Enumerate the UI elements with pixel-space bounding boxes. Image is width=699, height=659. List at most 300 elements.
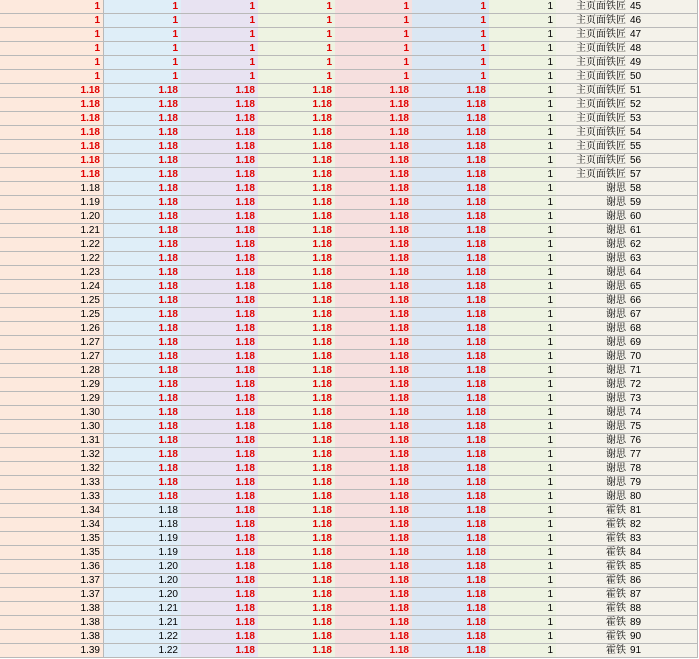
value-cell-col3[interactable]: 1.18 [181,630,259,644]
value-cell-col1[interactable]: 1.18 [0,126,104,140]
name-cell[interactable]: 谢思 [556,280,630,294]
name-cell[interactable]: 霍铁 [556,616,630,630]
value-cell-col5[interactable]: 1.18 [335,616,413,630]
value-cell-col4[interactable]: 1.18 [258,518,336,532]
number-cell[interactable]: 83 [629,532,698,546]
number-cell[interactable]: 46 [629,14,698,28]
value-cell-col3[interactable]: 1.18 [181,140,259,154]
value-cell-col3[interactable]: 1.18 [181,196,259,210]
value-cell-col5[interactable]: 1.18 [335,420,413,434]
value-cell-col3[interactable]: 1.18 [181,350,259,364]
value-cell-col2[interactable]: 1.18 [104,350,182,364]
value-cell-col5[interactable]: 1.18 [335,434,413,448]
value-cell-col4[interactable]: 1.18 [258,616,336,630]
name-cell[interactable]: 主页面铁匠 [556,112,630,126]
value-cell-col6[interactable]: 1.18 [412,266,490,280]
value-cell-col4[interactable]: 1.18 [258,98,336,112]
value-cell-col4[interactable]: 1 [258,70,336,84]
value-cell-col5[interactable]: 1.18 [335,378,413,392]
value-cell-col4[interactable]: 1 [258,42,336,56]
value-cell-col5[interactable]: 1.18 [335,504,413,518]
value-cell-col7[interactable]: 1 [489,266,557,280]
value-cell-col5[interactable]: 1.18 [335,336,413,350]
value-cell-col7[interactable]: 1 [489,560,557,574]
number-cell[interactable]: 76 [629,434,698,448]
value-cell-col6[interactable]: 1 [412,42,490,56]
number-cell[interactable]: 73 [629,392,698,406]
number-cell[interactable]: 49 [629,56,698,70]
name-cell[interactable]: 霍铁 [556,630,630,644]
value-cell-col6[interactable]: 1 [412,28,490,42]
value-cell-col3[interactable]: 1.18 [181,588,259,602]
number-cell[interactable]: 81 [629,504,698,518]
value-cell-col7[interactable]: 1 [489,224,557,238]
value-cell-col5[interactable]: 1.18 [335,574,413,588]
name-cell[interactable]: 霍铁 [556,504,630,518]
value-cell-col6[interactable]: 1.18 [412,294,490,308]
number-cell[interactable]: 70 [629,350,698,364]
value-cell-col7[interactable]: 1 [489,532,557,546]
value-cell-col7[interactable]: 1 [489,588,557,602]
value-cell-col5[interactable]: 1.18 [335,266,413,280]
value-cell-col7[interactable]: 1 [489,350,557,364]
value-cell-col5[interactable]: 1.18 [335,252,413,266]
value-cell-col4[interactable]: 1.18 [258,140,336,154]
value-cell-col3[interactable]: 1 [181,56,259,70]
value-cell-col1[interactable]: 1.18 [0,182,104,196]
value-cell-col1[interactable]: 1.22 [0,238,104,252]
value-cell-col3[interactable]: 1.18 [181,280,259,294]
value-cell-col6[interactable]: 1.18 [412,476,490,490]
value-cell-col3[interactable]: 1.18 [181,266,259,280]
name-cell[interactable]: 主页面铁匠 [556,56,630,70]
value-cell-col7[interactable]: 1 [489,364,557,378]
value-cell-col4[interactable]: 1.18 [258,490,336,504]
value-cell-col2[interactable]: 1.18 [104,182,182,196]
value-cell-col2[interactable]: 1.22 [104,630,182,644]
value-cell-col7[interactable]: 1 [489,378,557,392]
number-cell[interactable]: 52 [629,98,698,112]
value-cell-col1[interactable]: 1.27 [0,336,104,350]
number-cell[interactable]: 57 [629,168,698,182]
value-cell-col5[interactable]: 1.18 [335,588,413,602]
name-cell[interactable]: 霍铁 [556,574,630,588]
value-cell-col3[interactable]: 1.18 [181,308,259,322]
value-cell-col4[interactable]: 1.18 [258,462,336,476]
value-cell-col2[interactable]: 1.18 [104,112,182,126]
value-cell-col1[interactable]: 1.35 [0,546,104,560]
number-cell[interactable]: 53 [629,112,698,126]
value-cell-col7[interactable]: 1 [489,336,557,350]
value-cell-col3[interactable]: 1 [181,70,259,84]
value-cell-col6[interactable]: 1.18 [412,588,490,602]
value-cell-col1[interactable]: 1.30 [0,420,104,434]
value-cell-col3[interactable]: 1.18 [181,224,259,238]
value-cell-col1[interactable]: 1.34 [0,518,104,532]
value-cell-col4[interactable]: 1.18 [258,644,336,658]
value-cell-col5[interactable]: 1.18 [335,168,413,182]
number-cell[interactable]: 85 [629,560,698,574]
value-cell-col5[interactable]: 1.18 [335,294,413,308]
value-cell-col3[interactable]: 1 [181,0,259,14]
number-cell[interactable]: 71 [629,364,698,378]
value-cell-col2[interactable]: 1.18 [104,392,182,406]
value-cell-col4[interactable]: 1 [258,28,336,42]
value-cell-col5[interactable]: 1.18 [335,210,413,224]
value-cell-col4[interactable]: 1.18 [258,322,336,336]
name-cell[interactable]: 主页面铁匠 [556,28,630,42]
number-cell[interactable]: 79 [629,476,698,490]
value-cell-col3[interactable]: 1.18 [181,294,259,308]
name-cell[interactable]: 主页面铁匠 [556,98,630,112]
value-cell-col5[interactable]: 1.18 [335,630,413,644]
value-cell-col6[interactable]: 1.18 [412,224,490,238]
value-cell-col1[interactable]: 1.38 [0,602,104,616]
value-cell-col7[interactable]: 1 [489,630,557,644]
value-cell-col4[interactable]: 1.18 [258,392,336,406]
value-cell-col1[interactable]: 1.24 [0,280,104,294]
number-cell[interactable]: 54 [629,126,698,140]
value-cell-col5[interactable]: 1 [335,0,413,14]
value-cell-col5[interactable]: 1.18 [335,350,413,364]
value-cell-col4[interactable]: 1.18 [258,630,336,644]
value-cell-col2[interactable]: 1.19 [104,532,182,546]
value-cell-col5[interactable]: 1.18 [335,126,413,140]
name-cell[interactable]: 谢思 [556,392,630,406]
value-cell-col7[interactable]: 1 [489,196,557,210]
value-cell-col7[interactable]: 1 [489,574,557,588]
value-cell-col7[interactable]: 1 [489,476,557,490]
value-cell-col3[interactable]: 1.18 [181,448,259,462]
value-cell-col7[interactable]: 1 [489,546,557,560]
value-cell-col5[interactable]: 1 [335,28,413,42]
name-cell[interactable]: 霍铁 [556,546,630,560]
value-cell-col2[interactable]: 1 [104,42,182,56]
value-cell-col5[interactable]: 1.18 [335,406,413,420]
value-cell-col1[interactable]: 1.28 [0,364,104,378]
number-cell[interactable]: 66 [629,294,698,308]
value-cell-col4[interactable]: 1.18 [258,154,336,168]
value-cell-col1[interactable]: 1.18 [0,140,104,154]
value-cell-col3[interactable]: 1.18 [181,602,259,616]
value-cell-col1[interactable]: 1.18 [0,98,104,112]
value-cell-col5[interactable]: 1.18 [335,518,413,532]
value-cell-col3[interactable]: 1.18 [181,560,259,574]
number-cell[interactable]: 47 [629,28,698,42]
value-cell-col5[interactable]: 1.18 [335,392,413,406]
value-cell-col6[interactable]: 1.18 [412,616,490,630]
value-cell-col5[interactable]: 1 [335,42,413,56]
name-cell[interactable]: 谢思 [556,434,630,448]
number-cell[interactable]: 72 [629,378,698,392]
value-cell-col7[interactable]: 1 [489,448,557,462]
name-cell[interactable]: 谢思 [556,364,630,378]
value-cell-col2[interactable]: 1.18 [104,434,182,448]
value-cell-col4[interactable]: 1.18 [258,84,336,98]
value-cell-col4[interactable]: 1 [258,14,336,28]
value-cell-col6[interactable]: 1.18 [412,364,490,378]
value-cell-col1[interactable]: 1.18 [0,154,104,168]
value-cell-col2[interactable]: 1.18 [104,84,182,98]
value-cell-col3[interactable]: 1.18 [181,322,259,336]
number-cell[interactable]: 60 [629,210,698,224]
value-cell-col1[interactable]: 1.29 [0,392,104,406]
value-cell-col5[interactable]: 1.18 [335,308,413,322]
value-cell-col7[interactable]: 1 [489,56,557,70]
value-cell-col4[interactable]: 1.18 [258,504,336,518]
value-cell-col6[interactable]: 1.18 [412,336,490,350]
value-cell-col1[interactable]: 1.33 [0,476,104,490]
value-cell-col4[interactable]: 1.18 [258,406,336,420]
value-cell-col3[interactable]: 1.18 [181,616,259,630]
value-cell-col1[interactable]: 1.35 [0,532,104,546]
value-cell-col6[interactable]: 1.18 [412,392,490,406]
value-cell-col2[interactable]: 1 [104,70,182,84]
value-cell-col7[interactable]: 1 [489,406,557,420]
number-cell[interactable]: 51 [629,84,698,98]
name-cell[interactable]: 谢思 [556,238,630,252]
value-cell-col7[interactable]: 1 [489,14,557,28]
value-cell-col3[interactable]: 1.18 [181,434,259,448]
name-cell[interactable]: 主页面铁匠 [556,154,630,168]
number-cell[interactable]: 74 [629,406,698,420]
value-cell-col5[interactable]: 1 [335,14,413,28]
value-cell-col2[interactable]: 1.18 [104,168,182,182]
number-cell[interactable]: 55 [629,140,698,154]
name-cell[interactable]: 主页面铁匠 [556,126,630,140]
value-cell-col1[interactable]: 1.30 [0,406,104,420]
value-cell-col2[interactable]: 1.18 [104,490,182,504]
value-cell-col2[interactable]: 1.18 [104,476,182,490]
value-cell-col7[interactable]: 1 [489,126,557,140]
name-cell[interactable]: 谢思 [556,266,630,280]
value-cell-col5[interactable]: 1.18 [335,112,413,126]
value-cell-col4[interactable]: 1.18 [258,182,336,196]
value-cell-col3[interactable]: 1.18 [181,546,259,560]
value-cell-col5[interactable]: 1.18 [335,98,413,112]
number-cell[interactable]: 89 [629,616,698,630]
value-cell-col7[interactable]: 1 [489,252,557,266]
value-cell-col4[interactable]: 1.18 [258,266,336,280]
name-cell[interactable]: 谢思 [556,336,630,350]
value-cell-col6[interactable]: 1.18 [412,602,490,616]
value-cell-col4[interactable]: 1.18 [258,420,336,434]
value-cell-col6[interactable]: 1.18 [412,182,490,196]
value-cell-col4[interactable]: 1 [258,0,336,14]
value-cell-col6[interactable]: 1.18 [412,98,490,112]
value-cell-col1[interactable]: 1.38 [0,630,104,644]
value-cell-col6[interactable]: 1.18 [412,210,490,224]
value-cell-col4[interactable]: 1.18 [258,434,336,448]
value-cell-col5[interactable]: 1.18 [335,476,413,490]
name-cell[interactable]: 主页面铁匠 [556,70,630,84]
value-cell-col5[interactable]: 1 [335,70,413,84]
number-cell[interactable]: 87 [629,588,698,602]
value-cell-col4[interactable]: 1.18 [258,196,336,210]
value-cell-col3[interactable]: 1 [181,14,259,28]
name-cell[interactable]: 谢思 [556,406,630,420]
value-cell-col6[interactable]: 1.18 [412,490,490,504]
name-cell[interactable]: 谢思 [556,294,630,308]
number-cell[interactable]: 61 [629,224,698,238]
value-cell-col6[interactable]: 1.18 [412,126,490,140]
value-cell-col6[interactable]: 1.18 [412,644,490,658]
value-cell-col3[interactable]: 1 [181,42,259,56]
value-cell-col1[interactable]: 1 [0,42,104,56]
value-cell-col6[interactable]: 1.18 [412,518,490,532]
value-cell-col3[interactable]: 1.18 [181,126,259,140]
value-cell-col5[interactable]: 1.18 [335,546,413,560]
name-cell[interactable]: 谢思 [556,476,630,490]
value-cell-col1[interactable]: 1 [0,0,104,14]
value-cell-col2[interactable]: 1.19 [104,546,182,560]
value-cell-col2[interactable]: 1 [104,14,182,28]
number-cell[interactable]: 82 [629,518,698,532]
value-cell-col3[interactable]: 1.18 [181,490,259,504]
value-cell-col4[interactable]: 1.18 [258,448,336,462]
value-cell-col3[interactable]: 1.18 [181,182,259,196]
value-cell-col2[interactable]: 1.18 [104,462,182,476]
value-cell-col2[interactable]: 1.20 [104,588,182,602]
value-cell-col1[interactable]: 1.29 [0,378,104,392]
value-cell-col2[interactable]: 1.18 [104,308,182,322]
value-cell-col4[interactable]: 1.18 [258,574,336,588]
value-cell-col7[interactable]: 1 [489,644,557,658]
value-cell-col5[interactable]: 1.18 [335,602,413,616]
value-cell-col7[interactable]: 1 [489,70,557,84]
value-cell-col2[interactable]: 1.21 [104,616,182,630]
value-cell-col4[interactable]: 1.18 [258,168,336,182]
value-cell-col3[interactable]: 1.18 [181,476,259,490]
number-cell[interactable]: 56 [629,154,698,168]
value-cell-col4[interactable]: 1.18 [258,112,336,126]
value-cell-col1[interactable]: 1.21 [0,224,104,238]
number-cell[interactable]: 78 [629,462,698,476]
value-cell-col1[interactable]: 1.37 [0,588,104,602]
number-cell[interactable]: 88 [629,602,698,616]
value-cell-col6[interactable]: 1.18 [412,350,490,364]
name-cell[interactable]: 谢思 [556,462,630,476]
name-cell[interactable]: 谢思 [556,210,630,224]
value-cell-col6[interactable]: 1.18 [412,378,490,392]
value-cell-col1[interactable]: 1.22 [0,252,104,266]
number-cell[interactable]: 65 [629,280,698,294]
value-cell-col3[interactable]: 1.18 [181,644,259,658]
number-cell[interactable]: 67 [629,308,698,322]
value-cell-col1[interactable]: 1.26 [0,322,104,336]
name-cell[interactable]: 主页面铁匠 [556,140,630,154]
value-cell-col5[interactable]: 1.18 [335,560,413,574]
value-cell-col2[interactable]: 1.18 [104,210,182,224]
value-cell-col3[interactable]: 1.18 [181,84,259,98]
value-cell-col2[interactable]: 1.18 [104,322,182,336]
number-cell[interactable]: 68 [629,322,698,336]
name-cell[interactable]: 主页面铁匠 [556,168,630,182]
value-cell-col1[interactable]: 1.36 [0,560,104,574]
name-cell[interactable]: 谢思 [556,378,630,392]
value-cell-col2[interactable]: 1.18 [104,266,182,280]
name-cell[interactable]: 主页面铁匠 [556,14,630,28]
value-cell-col7[interactable]: 1 [489,294,557,308]
value-cell-col1[interactable]: 1.37 [0,574,104,588]
value-cell-col6[interactable]: 1.18 [412,434,490,448]
value-cell-col6[interactable]: 1.18 [412,140,490,154]
value-cell-col2[interactable]: 1.18 [104,518,182,532]
value-cell-col2[interactable]: 1.18 [104,448,182,462]
value-cell-col6[interactable]: 1.18 [412,574,490,588]
value-cell-col7[interactable]: 1 [489,238,557,252]
value-cell-col3[interactable]: 1.18 [181,336,259,350]
value-cell-col2[interactable]: 1.18 [104,126,182,140]
number-cell[interactable]: 63 [629,252,698,266]
value-cell-col1[interactable]: 1.25 [0,308,104,322]
value-cell-col2[interactable]: 1.20 [104,574,182,588]
value-cell-col3[interactable]: 1 [181,28,259,42]
value-cell-col3[interactable]: 1.18 [181,420,259,434]
value-cell-col7[interactable]: 1 [489,168,557,182]
name-cell[interactable]: 主页面铁匠 [556,84,630,98]
name-cell[interactable]: 谢思 [556,252,630,266]
value-cell-col6[interactable]: 1.18 [412,308,490,322]
value-cell-col1[interactable]: 1.19 [0,196,104,210]
value-cell-col7[interactable]: 1 [489,490,557,504]
value-cell-col3[interactable]: 1.18 [181,112,259,126]
value-cell-col2[interactable]: 1.18 [104,364,182,378]
value-cell-col4[interactable]: 1.18 [258,126,336,140]
value-cell-col2[interactable]: 1.18 [104,378,182,392]
value-cell-col7[interactable]: 1 [489,182,557,196]
value-cell-col6[interactable]: 1.18 [412,252,490,266]
value-cell-col6[interactable]: 1 [412,0,490,14]
name-cell[interactable]: 主页面铁匠 [556,42,630,56]
value-cell-col7[interactable]: 1 [489,434,557,448]
number-cell[interactable]: 91 [629,644,698,658]
value-cell-col3[interactable]: 1.18 [181,252,259,266]
name-cell[interactable]: 霍铁 [556,602,630,616]
value-cell-col3[interactable]: 1.18 [181,518,259,532]
value-cell-col4[interactable]: 1.18 [258,238,336,252]
name-cell[interactable]: 谢思 [556,350,630,364]
number-cell[interactable]: 90 [629,630,698,644]
number-cell[interactable]: 59 [629,196,698,210]
value-cell-col3[interactable]: 1.18 [181,378,259,392]
value-cell-col2[interactable]: 1.18 [104,252,182,266]
name-cell[interactable]: 谢思 [556,322,630,336]
value-cell-col5[interactable]: 1.18 [335,140,413,154]
value-cell-col7[interactable]: 1 [489,42,557,56]
value-cell-col5[interactable]: 1.18 [335,462,413,476]
name-cell[interactable]: 霍铁 [556,518,630,532]
value-cell-col4[interactable]: 1.18 [258,210,336,224]
value-cell-col7[interactable]: 1 [489,420,557,434]
value-cell-col7[interactable]: 1 [489,84,557,98]
name-cell[interactable]: 谢思 [556,308,630,322]
value-cell-col1[interactable]: 1.38 [0,616,104,630]
value-cell-col2[interactable]: 1.18 [104,280,182,294]
value-cell-col5[interactable]: 1.18 [335,364,413,378]
value-cell-col6[interactable]: 1 [412,14,490,28]
value-cell-col3[interactable]: 1.18 [181,154,259,168]
value-cell-col2[interactable]: 1.18 [104,98,182,112]
value-cell-col2[interactable]: 1.18 [104,196,182,210]
value-cell-col4[interactable]: 1.18 [258,280,336,294]
name-cell[interactable]: 谢思 [556,224,630,238]
value-cell-col4[interactable]: 1.18 [258,560,336,574]
value-cell-col6[interactable]: 1.18 [412,322,490,336]
value-cell-col7[interactable]: 1 [489,462,557,476]
value-cell-col6[interactable]: 1 [412,70,490,84]
value-cell-col7[interactable]: 1 [489,518,557,532]
